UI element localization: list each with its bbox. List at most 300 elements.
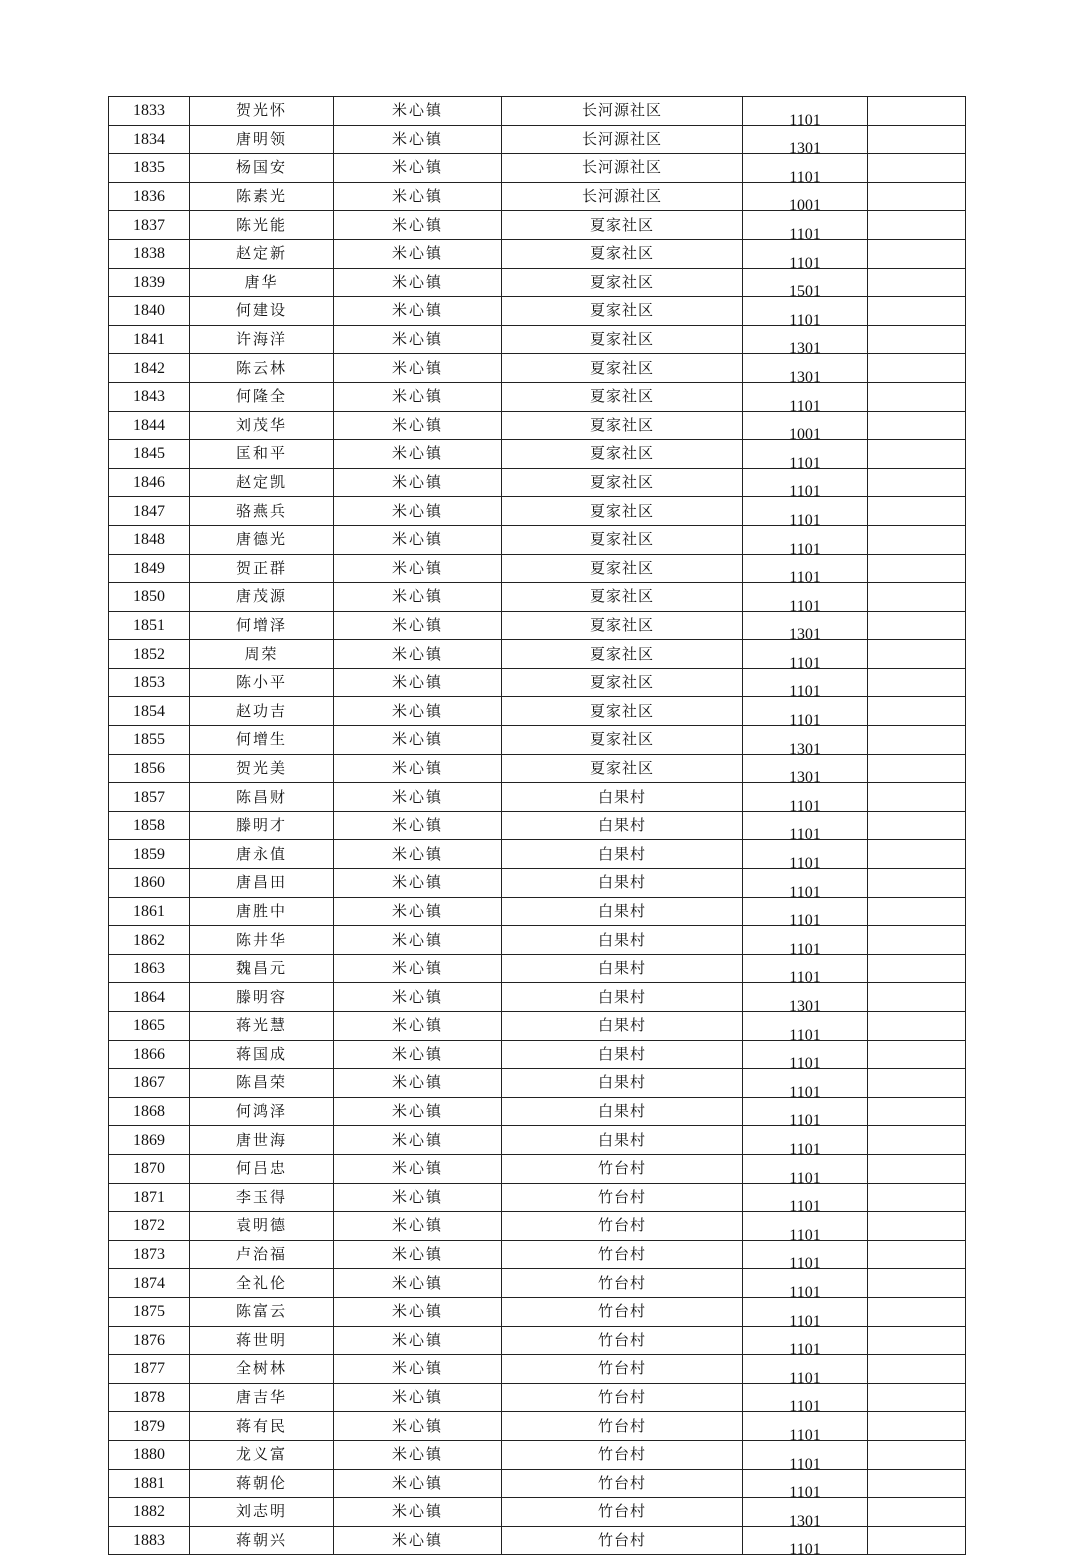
table-row (109, 811, 966, 840)
row-number-cell: 1856 (109, 754, 190, 783)
name-cell: 唐吉华 (190, 1383, 334, 1412)
code-cell (743, 268, 868, 297)
table-row (109, 411, 966, 440)
town-cell: 米心镇 (334, 97, 502, 126)
village-cell: 白果村 (502, 1069, 743, 1098)
village-cell: 夏家社区 (502, 583, 743, 612)
code-cell (743, 354, 868, 383)
town-cell: 米心镇 (334, 1069, 502, 1098)
row-number-cell: 1842 (109, 354, 190, 383)
name-cell: 卢治福 (190, 1240, 334, 1269)
name-cell: 骆燕兵 (190, 497, 334, 526)
table-row (109, 154, 966, 183)
name-cell: 袁明德 (190, 1212, 334, 1241)
village-cell: 夏家社区 (502, 611, 743, 640)
name-cell: 刘志明 (190, 1498, 334, 1527)
name-cell: 蒋国成 (190, 1040, 334, 1069)
code-cell (743, 869, 868, 898)
row-number-cell: 1838 (109, 239, 190, 268)
village-cell: 夏家社区 (502, 440, 743, 469)
name-cell: 陈昌财 (190, 783, 334, 812)
code-cell (743, 554, 868, 583)
remark-cell (868, 1012, 966, 1041)
table-row (109, 1069, 966, 1098)
village-cell: 长河源社区 (502, 182, 743, 211)
town-cell: 米心镇 (334, 840, 502, 869)
code-cell (743, 1297, 868, 1326)
row-number-cell: 1847 (109, 497, 190, 526)
town-cell: 米心镇 (334, 897, 502, 926)
town-cell: 米心镇 (334, 954, 502, 983)
village-cell: 竹台村 (502, 1383, 743, 1412)
village-cell: 长河源社区 (502, 125, 743, 154)
remark-cell (868, 554, 966, 583)
row-number-cell: 1850 (109, 583, 190, 612)
table-row (109, 640, 966, 669)
town-cell: 米心镇 (334, 1297, 502, 1326)
code-value: 1101 (789, 1055, 821, 1069)
name-cell: 赵定新 (190, 239, 334, 268)
code-value: 1101 (789, 797, 821, 812)
code-cell (743, 211, 868, 240)
remark-cell (868, 1498, 966, 1527)
name-cell: 蒋有民 (190, 1412, 334, 1441)
code-cell (743, 297, 868, 326)
code-value: 1101 (789, 1255, 821, 1269)
row-number-cell: 1844 (109, 411, 190, 440)
town-cell: 米心镇 (334, 1240, 502, 1269)
remark-cell (868, 1240, 966, 1269)
row-number-cell: 1849 (109, 554, 190, 583)
town-cell: 米心镇 (334, 926, 502, 955)
row-number-cell: 1869 (109, 1126, 190, 1155)
row-number-cell: 1858 (109, 811, 190, 840)
name-cell: 龙义富 (190, 1440, 334, 1469)
code-cell (743, 983, 868, 1012)
remark-cell (868, 726, 966, 755)
town-cell: 米心镇 (334, 125, 502, 154)
village-cell: 夏家社区 (502, 325, 743, 354)
code-cell (743, 726, 868, 755)
name-cell: 陈富云 (190, 1297, 334, 1326)
table-row (109, 1126, 966, 1155)
code-cell (743, 1326, 868, 1355)
name-cell: 唐胜中 (190, 897, 334, 926)
code-cell (743, 497, 868, 526)
code-cell (743, 1498, 868, 1527)
remark-cell (868, 325, 966, 354)
code-cell (743, 440, 868, 469)
code-cell (743, 1097, 868, 1126)
town-cell: 米心镇 (334, 440, 502, 469)
table-row (109, 325, 966, 354)
code-cell (743, 1355, 868, 1384)
row-number-cell: 1854 (109, 697, 190, 726)
row-number-cell: 1852 (109, 640, 190, 669)
table-row (109, 726, 966, 755)
name-cell: 贺正群 (190, 554, 334, 583)
village-cell: 夏家社区 (502, 497, 743, 526)
town-cell: 米心镇 (334, 697, 502, 726)
table-row (109, 1383, 966, 1412)
row-number-cell: 1866 (109, 1040, 190, 1069)
row-number-cell: 1873 (109, 1240, 190, 1269)
remark-cell (868, 983, 966, 1012)
name-cell: 唐华 (190, 268, 334, 297)
code-cell (743, 640, 868, 669)
code-cell (743, 325, 868, 354)
town-cell: 米心镇 (334, 1269, 502, 1298)
table-row (109, 297, 966, 326)
code-cell (743, 382, 868, 411)
table-row (109, 1526, 966, 1555)
village-cell: 夏家社区 (502, 411, 743, 440)
village-cell: 白果村 (502, 954, 743, 983)
town-cell: 米心镇 (334, 1355, 502, 1384)
code-value: 1301 (789, 998, 821, 1012)
town-cell: 米心镇 (334, 583, 502, 612)
village-cell: 竹台村 (502, 1412, 743, 1441)
table-row (109, 497, 966, 526)
code-value: 1101 (789, 1426, 821, 1441)
table-row (109, 1297, 966, 1326)
village-cell: 竹台村 (502, 1269, 743, 1298)
remark-cell (868, 497, 966, 526)
code-cell (743, 468, 868, 497)
name-cell: 唐昌田 (190, 869, 334, 898)
code-value: 1101 (789, 1312, 821, 1327)
row-number-cell: 1861 (109, 897, 190, 926)
town-cell: 米心镇 (334, 468, 502, 497)
code-cell (743, 668, 868, 697)
code-cell (743, 97, 868, 126)
town-cell: 米心镇 (334, 1526, 502, 1555)
code-value: 1101 (789, 511, 821, 526)
table-row (109, 125, 966, 154)
village-cell: 竹台村 (502, 1469, 743, 1498)
remark-cell (868, 1154, 966, 1183)
row-number-cell: 1872 (109, 1212, 190, 1241)
name-cell: 蒋光慧 (190, 1012, 334, 1041)
village-cell: 竹台村 (502, 1498, 743, 1527)
roster-table (108, 96, 966, 1555)
village-cell: 夏家社区 (502, 697, 743, 726)
code-cell (743, 239, 868, 268)
town-cell: 米心镇 (334, 1183, 502, 1212)
village-cell: 白果村 (502, 1040, 743, 1069)
row-number-cell: 1834 (109, 125, 190, 154)
row-number-cell: 1875 (109, 1297, 190, 1326)
code-value: 1101 (789, 1026, 821, 1041)
town-cell: 米心镇 (334, 411, 502, 440)
code-cell (743, 1012, 868, 1041)
table-row (109, 440, 966, 469)
remark-cell (868, 440, 966, 469)
name-cell: 唐茂源 (190, 583, 334, 612)
table-row (109, 1040, 966, 1069)
town-cell: 米心镇 (334, 239, 502, 268)
remark-cell (868, 754, 966, 783)
remark-cell (868, 1355, 966, 1384)
code-cell (743, 583, 868, 612)
town-cell: 米心镇 (334, 1040, 502, 1069)
town-cell: 米心镇 (334, 811, 502, 840)
code-value: 1301 (789, 340, 821, 354)
name-cell: 李玉得 (190, 1183, 334, 1212)
village-cell: 白果村 (502, 983, 743, 1012)
code-cell (743, 154, 868, 183)
code-value: 1501 (789, 283, 821, 297)
code-value: 1101 (789, 225, 821, 240)
table-row (109, 754, 966, 783)
town-cell: 米心镇 (334, 1212, 502, 1241)
code-cell (743, 182, 868, 211)
row-number-cell: 1864 (109, 983, 190, 1012)
code-cell (743, 1240, 868, 1269)
village-cell: 白果村 (502, 1012, 743, 1041)
row-number-cell: 1843 (109, 382, 190, 411)
name-cell: 杨国安 (190, 154, 334, 183)
row-number-cell: 1839 (109, 268, 190, 297)
code-value: 1001 (789, 197, 821, 211)
village-cell: 竹台村 (502, 1526, 743, 1555)
row-number-cell: 1878 (109, 1383, 190, 1412)
table-row (109, 382, 966, 411)
town-cell: 米心镇 (334, 525, 502, 554)
town-cell: 米心镇 (334, 1126, 502, 1155)
village-cell: 夏家社区 (502, 297, 743, 326)
name-cell: 滕明容 (190, 983, 334, 1012)
code-value: 1101 (789, 168, 821, 183)
name-cell: 陈井华 (190, 926, 334, 955)
table-row (109, 554, 966, 583)
remark-cell (868, 468, 966, 497)
code-cell (743, 783, 868, 812)
village-cell: 夏家社区 (502, 268, 743, 297)
row-number-cell: 1870 (109, 1154, 190, 1183)
remark-cell (868, 182, 966, 211)
name-cell: 何鸿泽 (190, 1097, 334, 1126)
row-number-cell: 1853 (109, 668, 190, 697)
town-cell: 米心镇 (334, 497, 502, 526)
name-cell: 何隆全 (190, 382, 334, 411)
table-row (109, 983, 966, 1012)
row-number-cell: 1860 (109, 869, 190, 898)
name-cell: 唐明领 (190, 125, 334, 154)
code-cell (743, 840, 868, 869)
name-cell: 陈小平 (190, 668, 334, 697)
town-cell: 米心镇 (334, 1498, 502, 1527)
table-row (109, 611, 966, 640)
code-value: 1301 (789, 740, 821, 755)
village-cell: 竹台村 (502, 1212, 743, 1241)
village-cell: 竹台村 (502, 1440, 743, 1469)
town-cell: 米心镇 (334, 154, 502, 183)
row-number-cell: 1865 (109, 1012, 190, 1041)
village-cell: 夏家社区 (502, 354, 743, 383)
name-cell: 唐德光 (190, 525, 334, 554)
remark-cell (868, 525, 966, 554)
town-cell: 米心镇 (334, 1326, 502, 1355)
village-cell: 白果村 (502, 897, 743, 926)
table-row (109, 1269, 966, 1298)
remark-cell (868, 1440, 966, 1469)
table-row (109, 1097, 966, 1126)
roster-table-body (109, 97, 966, 1555)
code-value: 1101 (789, 540, 821, 554)
remark-cell (868, 297, 966, 326)
table-row (109, 1326, 966, 1355)
table-row (109, 268, 966, 297)
table-row (109, 1355, 966, 1384)
code-value: 1101 (789, 111, 821, 126)
code-value: 1101 (789, 1541, 821, 1555)
table-row (109, 1469, 966, 1498)
table-row (109, 1154, 966, 1183)
table-row (109, 468, 966, 497)
table-row (109, 1412, 966, 1441)
code-value: 1301 (789, 626, 821, 640)
remark-cell (868, 1412, 966, 1441)
name-cell: 蒋朝兴 (190, 1526, 334, 1555)
row-number-cell: 1835 (109, 154, 190, 183)
code-value: 1101 (789, 1112, 821, 1126)
code-value: 1101 (789, 654, 821, 669)
name-cell: 陈素光 (190, 182, 334, 211)
code-cell (743, 1212, 868, 1241)
row-number-cell: 1845 (109, 440, 190, 469)
code-cell (743, 1269, 868, 1298)
village-cell: 竹台村 (502, 1183, 743, 1212)
remark-cell (868, 154, 966, 183)
code-cell (743, 611, 868, 640)
village-cell: 夏家社区 (502, 468, 743, 497)
name-cell: 陈云林 (190, 354, 334, 383)
code-cell (743, 697, 868, 726)
row-number-cell: 1836 (109, 182, 190, 211)
code-cell (743, 1183, 868, 1212)
name-cell: 滕明才 (190, 811, 334, 840)
row-number-cell: 1871 (109, 1183, 190, 1212)
row-number-cell: 1877 (109, 1355, 190, 1384)
village-cell: 夏家社区 (502, 211, 743, 240)
village-cell: 白果村 (502, 1097, 743, 1126)
town-cell: 米心镇 (334, 869, 502, 898)
remark-cell (868, 211, 966, 240)
code-cell (743, 1154, 868, 1183)
name-cell: 贺光怀 (190, 97, 334, 126)
code-value: 1101 (789, 1283, 821, 1298)
remark-cell (868, 611, 966, 640)
remark-cell (868, 268, 966, 297)
village-cell: 白果村 (502, 926, 743, 955)
row-number-cell: 1876 (109, 1326, 190, 1355)
village-cell: 夏家社区 (502, 726, 743, 755)
code-value: 1101 (789, 597, 821, 612)
village-cell: 长河源社区 (502, 154, 743, 183)
row-number-cell: 1874 (109, 1269, 190, 1298)
table-row (109, 211, 966, 240)
remark-cell (868, 1126, 966, 1155)
table-row (109, 897, 966, 926)
code-value: 1001 (789, 426, 821, 440)
town-cell: 米心镇 (334, 1440, 502, 1469)
name-cell: 赵功吉 (190, 697, 334, 726)
remark-cell (868, 869, 966, 898)
code-value: 1101 (789, 826, 821, 840)
code-value: 1101 (789, 912, 821, 926)
remark-cell (868, 411, 966, 440)
code-value: 1101 (789, 311, 821, 326)
remark-cell (868, 1326, 966, 1355)
row-number-cell: 1863 (109, 954, 190, 983)
remark-cell (868, 1297, 966, 1326)
table-row (109, 1498, 966, 1527)
remark-cell (868, 897, 966, 926)
code-value: 1301 (789, 769, 821, 783)
row-number-cell: 1880 (109, 1440, 190, 1469)
code-value: 1101 (789, 569, 821, 583)
code-value: 1101 (789, 1083, 821, 1098)
table-row (109, 1240, 966, 1269)
code-cell (743, 897, 868, 926)
remark-cell (868, 97, 966, 126)
code-value: 1101 (789, 883, 821, 898)
table-row (109, 354, 966, 383)
table-row (109, 583, 966, 612)
name-cell: 许海洋 (190, 325, 334, 354)
table-row (109, 1440, 966, 1469)
code-value: 1301 (789, 368, 821, 383)
name-cell: 魏昌元 (190, 954, 334, 983)
town-cell: 米心镇 (334, 211, 502, 240)
village-cell: 夏家社区 (502, 640, 743, 669)
table-row (109, 1012, 966, 1041)
code-cell (743, 1383, 868, 1412)
village-cell: 夏家社区 (502, 382, 743, 411)
code-value: 1101 (789, 712, 821, 726)
town-cell: 米心镇 (334, 382, 502, 411)
town-cell: 米心镇 (334, 611, 502, 640)
village-cell: 竹台村 (502, 1240, 743, 1269)
town-cell: 米心镇 (334, 297, 502, 326)
town-cell: 米心镇 (334, 1469, 502, 1498)
code-value: 1101 (789, 940, 821, 955)
remark-cell (868, 697, 966, 726)
code-value: 1101 (789, 1398, 821, 1412)
remark-cell (868, 1040, 966, 1069)
name-cell: 全礼伦 (190, 1269, 334, 1298)
code-cell (743, 1440, 868, 1469)
village-cell: 竹台村 (502, 1297, 743, 1326)
code-cell (743, 1069, 868, 1098)
remark-cell (868, 583, 966, 612)
town-cell: 米心镇 (334, 554, 502, 583)
code-cell (743, 1040, 868, 1069)
town-cell: 米心镇 (334, 1412, 502, 1441)
row-number-cell: 1851 (109, 611, 190, 640)
row-number-cell: 1840 (109, 297, 190, 326)
code-value: 1101 (789, 1455, 821, 1469)
village-cell: 白果村 (502, 1126, 743, 1155)
table-row (109, 525, 966, 554)
town-cell: 米心镇 (334, 1012, 502, 1041)
code-cell (743, 926, 868, 955)
code-value: 1101 (789, 254, 821, 269)
table-row (109, 869, 966, 898)
name-cell: 蒋朝伦 (190, 1469, 334, 1498)
row-number-cell: 1841 (109, 325, 190, 354)
